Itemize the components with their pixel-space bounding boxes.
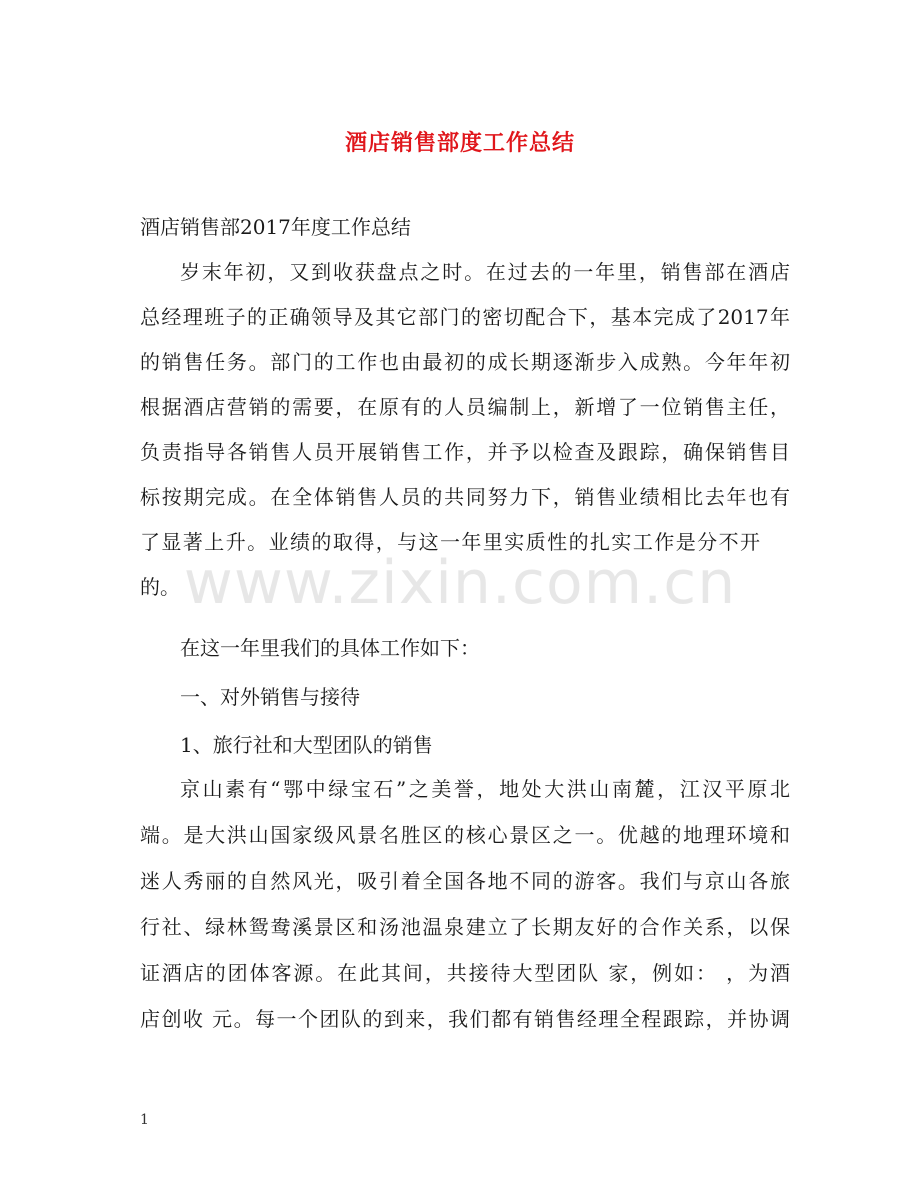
paragraph-line: 证酒店的团体客源。在此其间，共接待大型团队 家，例如： ，为酒	[140, 961, 790, 985]
paragraph-line: 的。	[140, 575, 180, 599]
paragraph-line: 在这一年里我们的具体工作如下：	[180, 636, 480, 660]
subsection-heading: 1、旅行社和大型团队的销售	[180, 733, 433, 757]
paragraph-line: 店创收 元。每一个团队的到来，我们都有销售经理全程跟踪，并协调	[140, 1007, 790, 1031]
paragraph-line: 总经理班子的正确领导及其它部门的密切配合下，基本完成了2017年	[140, 305, 790, 329]
paragraph-line: 岁末年初，又到收获盘点之时。在过去的一年里，销售部在酒店	[180, 260, 790, 284]
paragraph-line: 根据酒店营销的需要，在原有的人员编制上，新增了一位销售主任，	[140, 395, 790, 419]
watermark: www.zixin.com.cn	[183, 548, 737, 618]
section-heading: 一、对外销售与接待	[180, 685, 360, 709]
paragraph-line: 行社、绿林鸳鸯溪景区和汤池温泉建立了长期友好的合作关系，以保	[140, 915, 790, 939]
document-subtitle: 酒店销售部2017年度工作总结	[140, 215, 411, 239]
page-number: 1	[140, 1112, 149, 1128]
paragraph-line: 的销售任务。部门的工作也由最初的成长期逐渐步入成熟。今年年初	[140, 350, 790, 374]
paragraph-line: 京山素有“鄂中绿宝石”之美誉，地处大洪山南麓，江汉平原北	[180, 777, 790, 801]
paragraph-line: 了显著上升。业绩的取得，与这一年里实质性的扎实工作是分不开	[140, 530, 760, 554]
paragraph-line: 标按期完成。在全体销售人员的共同努力下，销售业绩相比去年也有	[140, 485, 790, 509]
document-title: 酒店销售部度工作总结	[344, 130, 575, 156]
paragraph-line: 负责指导各销售人员开展销售工作，并予以检查及跟踪，确保销售目	[140, 440, 790, 464]
paragraph-line: 端。是大洪山国家级风景名胜区的核心景区之一。优越的地理环境和	[140, 823, 790, 847]
paragraph-line: 迷人秀丽的自然风光，吸引着全国各地不同的游客。我们与京山各旅	[140, 869, 790, 893]
